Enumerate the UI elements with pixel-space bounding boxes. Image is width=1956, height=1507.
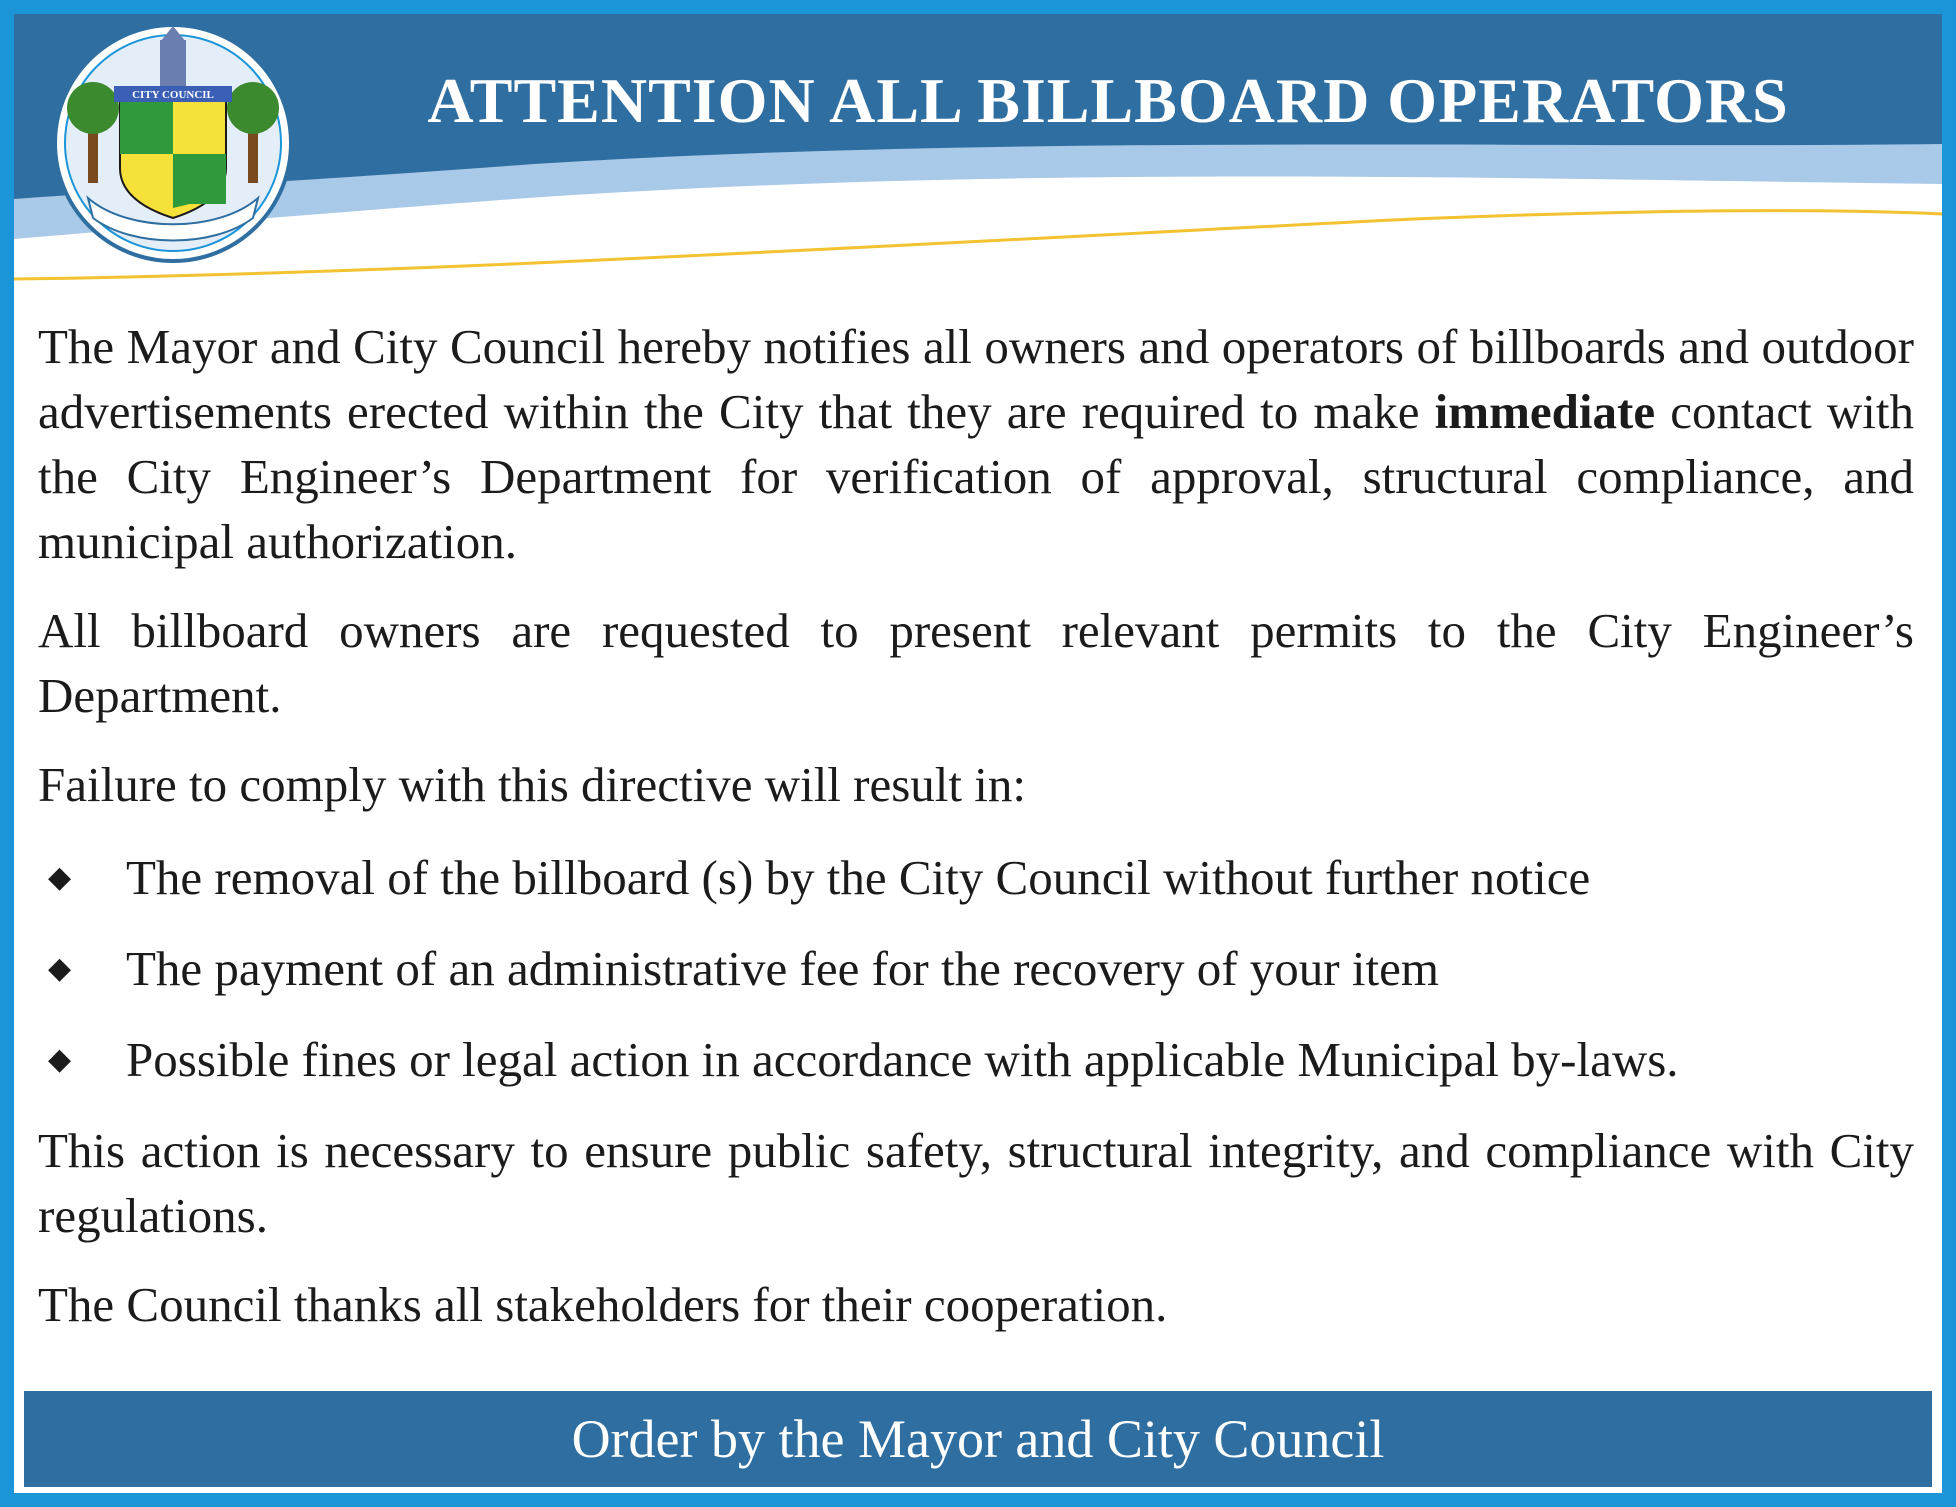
intro-text: The Mayor and City Council hereby notifies all owners and operators of billboards and outdoor advertisements erected within the City that they are required to make xyxy=(38,319,1914,439)
emphasis-immediate: immediate xyxy=(1434,384,1656,439)
list-item xyxy=(38,845,1914,910)
intro-paragraph xyxy=(38,314,1914,574)
list-item-text: Possible fines or legal action in accordance with applicable Municipal by-laws. xyxy=(126,1032,1679,1087)
footer-band xyxy=(24,1391,1932,1487)
diamond-bullet-icon: ◆ xyxy=(48,861,72,894)
permits-paragraph: All billboard owners are requested to present relevant permits to the City Engineer’s Department. xyxy=(38,603,1914,723)
safety-paragraph: This action is necessary to ensure public safety, structural integrity, and compliance with City regulations. xyxy=(38,1123,1914,1243)
footer-text: Order by the Mayor and City Council xyxy=(571,1409,1385,1469)
notice-title: ATTENTION ALL BILLBOARD OPERATORS xyxy=(427,65,1789,136)
list-item-text: The payment of an administrative fee for the recovery of your item xyxy=(126,941,1439,996)
diamond-bullet-icon: ◆ xyxy=(48,952,72,985)
list-item-text: The removal of the billboard (s) by the City Council without further notice xyxy=(126,850,1591,905)
consequences-list xyxy=(38,845,1914,1092)
thanks-paragraph: The Council thanks all stakeholders for their cooperation. xyxy=(38,1277,1168,1332)
intro-text-end: contact with the City Engineer’s Department for verification of approval, structural compliance, and municipal authorization. xyxy=(38,384,1915,569)
notice-body xyxy=(38,314,1914,1361)
failure-paragraph: Failure to comply with this directive will result in: xyxy=(38,757,1027,812)
list-item xyxy=(38,936,1914,1001)
header-wave-band xyxy=(14,14,1942,314)
city-council-seal-logo xyxy=(48,18,298,268)
list-item xyxy=(38,1027,1914,1092)
diamond-bullet-icon: ◆ xyxy=(48,1043,72,1076)
svg-text:CITY COUNCIL: CITY COUNCIL xyxy=(132,89,214,101)
